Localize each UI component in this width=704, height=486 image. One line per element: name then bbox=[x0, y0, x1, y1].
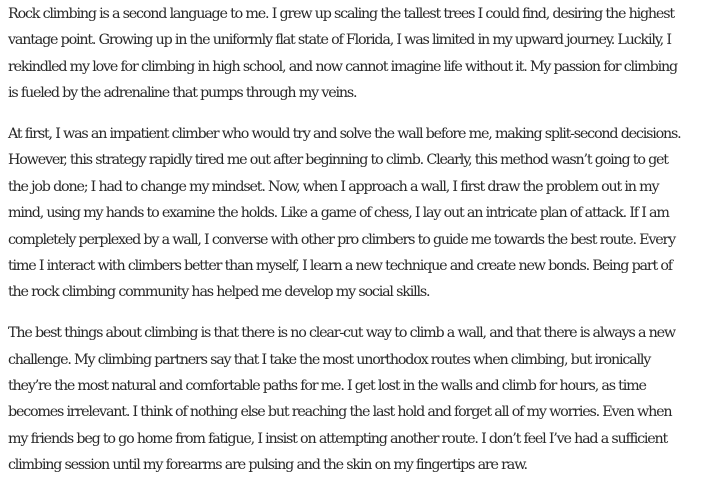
paragraph-line: the rock climbing community has helped me develop my social skills. bbox=[8, 284, 430, 301]
paragraph-line: However, this strategy rapidly tired me out after beginning to climb. Clearly, this method wasn’t going to get bbox=[8, 152, 668, 169]
paragraph-line: mind, using my hands to examine the holds. Like a game of chess, I lay out an intricate plan of attack. If I am bbox=[8, 205, 669, 222]
paragraph-line: The best things about climbing is that there is no clear-cut way to climb a wall, and that there is always a new bbox=[8, 325, 675, 342]
paragraph-line: my friends beg to go home from fatigue, I insist on attempting another route. I don’t feel I’ve had a sufficient bbox=[8, 430, 668, 447]
paragraph-2 bbox=[8, 121, 704, 306]
paragraph-3 bbox=[8, 320, 704, 478]
paragraph-1 bbox=[8, 1, 704, 107]
paragraph-line: Rock climbing is a second language to me. I grew up scaling the tallest trees I could find, desiring the highest bbox=[8, 6, 674, 22]
paragraph-line: they’re the most natural and comfortable paths for me. I get lost in the walls and climb for hours, as time bbox=[8, 378, 646, 395]
paragraph-line: the job done; I had to change my mindset. Now, when I approach a wall, I first draw the problem out in my bbox=[8, 178, 659, 195]
paragraph-line: time I interact with climbers better than myself, I learn a new technique and create new bonds. Being part of bbox=[8, 258, 672, 275]
paragraph-line: completely perplexed by a wall, I converse with other pro climbers to guide me towards the best route. Every bbox=[8, 231, 676, 248]
paragraph-line: At first, I was an impatient climber who would try and solve the wall before me, making split-second decisions. bbox=[8, 126, 681, 143]
paragraph-line: vantage point. Growing up in the uniformly flat state of Florida, I was limited in my upward journey. Luckily, I bbox=[8, 32, 671, 49]
paragraph-line: becomes irrelevant. I think of nothing else but reaching the last hold and forget all of my worries. Even when bbox=[8, 404, 672, 421]
paragraph-line: is fueled by the adrenaline that pumps through my veins. bbox=[8, 85, 357, 102]
paragraph-line: climbing session until my forearms are pulsing and the skin on my fingertips are raw. bbox=[8, 457, 527, 474]
paragraph-line: rekindled my love for climbing in high school, and now cannot imagine life without it. My passion for climbing bbox=[8, 58, 677, 75]
paragraph-line: challenge. My climbing partners say that I take the most unorthodox routes when climbing, but ironically bbox=[8, 351, 651, 368]
